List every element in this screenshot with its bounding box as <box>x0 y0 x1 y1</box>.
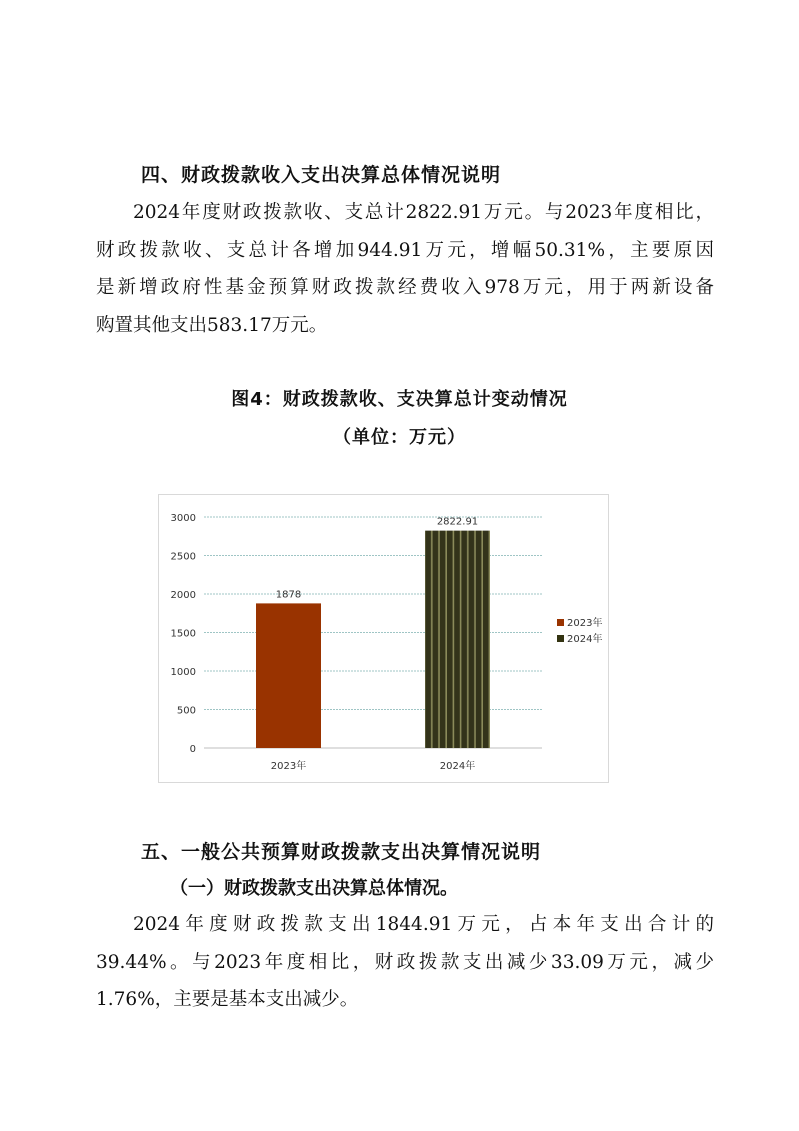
paragraph-line: 是新增政府性基金预算财政拨款经费收入978万元，用于两新设备 <box>96 277 714 298</box>
section5-heading: 五、一般公共预算财政拨款支出决算情况说明 <box>141 841 542 863</box>
paragraph-line: 2024年度财政拨款收、支总计2822.91万元。与2023年度相比， <box>133 202 714 223</box>
paragraph-line: 2024年度财政拨款支出1844.91万元，占本年支出合计的 <box>133 914 714 935</box>
section4-paragraph <box>96 194 714 344</box>
paragraph-line: 购置其他支出583.17万元。 <box>96 314 328 336</box>
data-label: 2822.91 <box>436 516 479 528</box>
chart-svg <box>159 495 610 784</box>
data-label: 1878 <box>275 589 302 601</box>
figure-title: 图4：财政拨款收、支决算总计变动情况 <box>231 389 568 410</box>
legend-label: 2023年 <box>567 618 603 629</box>
y-tick-label: 500 <box>176 705 196 717</box>
legend-swatch <box>557 635 564 642</box>
y-tick-label: 2500 <box>170 551 196 563</box>
y-tick-label: 2000 <box>170 590 196 601</box>
y-tick-label: 1500 <box>170 628 196 640</box>
x-tick-label: 2024年 <box>439 761 476 772</box>
y-tick-label: 1000 <box>170 667 196 678</box>
section5-subheading: （一）财政拨款支出决算总体情况。 <box>170 878 458 899</box>
bar-0 <box>256 603 321 748</box>
x-tick-label: 2023年 <box>270 761 307 772</box>
paragraph-line: 财政拨款收、支总计各增加944.91万元，增幅50.31%，主要原因 <box>96 239 714 261</box>
legend-label: 2024年 <box>567 634 603 645</box>
bar-1 <box>425 531 490 748</box>
paragraph-line: 39.44%。与2023年度相比，财政拨款支出减少33.09万元，减少 <box>96 951 714 973</box>
paragraph-line: 1.76%，主要是基本支出减少。 <box>96 989 359 1010</box>
figure-unit: （单位：万元） <box>333 427 466 448</box>
section5-paragraph <box>96 906 714 1019</box>
y-tick-label: 0 <box>189 744 196 755</box>
legend-swatch <box>557 619 564 626</box>
section4-heading: 四、财政拨款收入支出决算总体情况说明 <box>141 164 502 186</box>
y-tick-label: 3000 <box>170 513 196 524</box>
bar-chart <box>158 494 609 783</box>
